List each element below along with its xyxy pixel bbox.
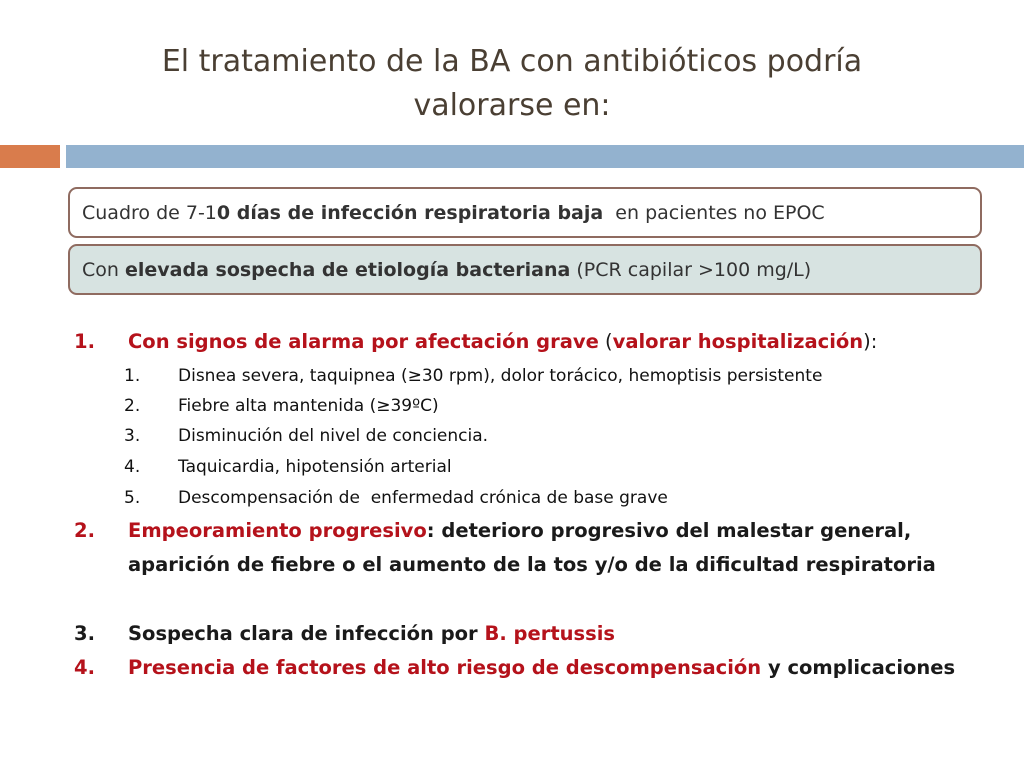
sub-item-text: Disnea severa, taquipnea (≥30 rpm), dolor torácico, hemoptisis persistente xyxy=(178,366,823,386)
sub-item-text: Descompensación de enfermedad crónica de base grave xyxy=(178,488,668,508)
box2-text-post: (PCR capilar >100 mg/L) xyxy=(570,258,812,281)
accent-bar-orange xyxy=(0,145,60,168)
list-item-2-text-red: Empeoramiento progresivo xyxy=(128,519,427,542)
list-item-4-text-red: Presencia de factores de alto riesgo de descompensación xyxy=(128,656,762,679)
sub-item-text: Disminución del nivel de conciencia. xyxy=(178,426,489,446)
sub-item-number: 5. xyxy=(124,488,141,508)
box1-text-pre: Cuadro de 7-1 xyxy=(82,201,217,224)
criteria-box-1 xyxy=(68,187,982,238)
sub-item-text: Taquicardia, hipotensión arterial xyxy=(178,457,452,477)
list-item-3-text: Sospecha clara de infección por xyxy=(128,622,485,645)
list-item-2-text: : deterioro progresivo del malestar general, aparición de fiebre o el aumento de la tos y/o de la dificultad respiratoria xyxy=(128,519,936,576)
sub-item-number: 1. xyxy=(124,366,141,386)
list-item-1-text-a: Con signos de alarma por afectación grave xyxy=(128,330,599,353)
slide-title xyxy=(60,40,964,128)
title-line-2: valorarse en: xyxy=(413,88,611,123)
list-item-1-number: 1. xyxy=(74,330,95,353)
list-item-4-number: 4. xyxy=(74,656,95,679)
list-item-3-text-red: B. pertussis xyxy=(484,622,616,645)
list-item-3-number: 3. xyxy=(74,622,95,645)
title-line-1: El tratamiento de la BA con antibióticos podría xyxy=(161,44,863,79)
list-item-1-text-b: valorar hospitalización xyxy=(612,330,864,353)
sub-item-number: 2. xyxy=(124,396,141,416)
box1-text-bold: 0 días de infección respiratoria baja xyxy=(216,201,604,224)
sub-item-text: Fiebre alta mantenida (≥39ºC) xyxy=(178,396,439,416)
sub-item-number: 4. xyxy=(124,457,141,477)
box2-text-pre: Con xyxy=(82,258,125,281)
list-item-4-text: y complicaciones xyxy=(761,656,956,679)
accent-bar-blue xyxy=(66,145,1024,168)
box1-text-post: en pacientes no EPOC xyxy=(603,201,825,224)
criteria-box-2 xyxy=(68,244,982,295)
box2-text-bold: elevada sospecha de etiología bacteriana xyxy=(124,258,571,281)
list-item-1-paren-close: ): xyxy=(863,330,878,353)
list-item-1-paren-open: ( xyxy=(598,330,613,353)
sub-item-number: 3. xyxy=(124,426,141,446)
list-item-2-number: 2. xyxy=(74,519,95,542)
